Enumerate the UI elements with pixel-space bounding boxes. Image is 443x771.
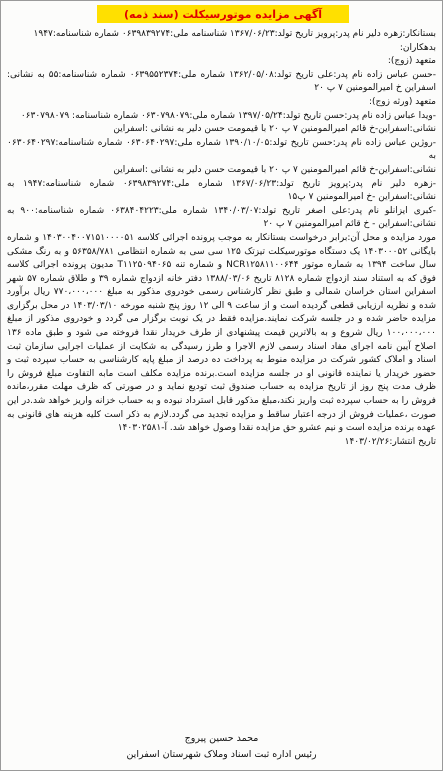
debtor-entry: -ویدا عباس زاده نام پدر:حسن تاریخ تولد:۱۳۹۷/۰۵/۲۴ شماره ملی:۰۶۳۰۷۹۸۰۷۹ شماره شناسنامه: ۰۶۳۰۷۹۸۰۷۹	[20, 110, 436, 121]
signatory-name: محمد حسین پیروج	[184, 733, 259, 744]
address-line: نشانی:اسفراین-خ قائم امیرالمومنین ۷ پ ۲۰ با قیمومت حسن دلیر به نشانی :اسفراین	[113, 164, 436, 175]
creditor-line: بستانکار:زهره دلیر نام پدر:پرویز تاریخ تولد:۱۳۶۷/۰۶/۲۳ شناسنامه ملی:۰۶۳۹۸۳۹۲۷۴ شماره شناسنامه:۱۹۴۷	[33, 29, 436, 39]
debtor-entry: -کبری ایزانلو نام پدر:علی اصغر تاریخ تولد:۱۳۴۰/۰۳/۰۷ شماره ملی:۰۶۳۸۴۰۴۲۲۳ شماره شناسنامه:۹۰۰ به نشانی:اسفراین - خ قائم امیرالمومنین ۷ پ ۲۰	[7, 205, 436, 230]
address-line: نشانی:اسفراین-خ قائم امیرالمومنین ۷ پ ۲۰ با قیمومت حسن دلیر به نشانی :اسفراین	[113, 124, 436, 135]
debtor-entry: -روژین عباس زاده نام پدر:حسن تاریخ تولد:۱۳۹۰/۱۰/۰۵ شماره ملی:۰۶۳۰۶۴۰۲۹۷ شماره شناسنامه:۰۶۳۰۶۴۰۲۹۷ به	[7, 137, 436, 162]
publication-date: تاریخ انتشار:۱۴۰۳/۰۲/۲۶	[344, 436, 436, 447]
obligor-heirs-heading: متعهد (ورثه زوج):	[368, 96, 436, 107]
notice-title-bar	[97, 5, 349, 23]
debtor-entry: -زهره دلیر نام پدر:پرویز تاریخ تولد:۱۳۶۷/۰۶/۲۳ شماره ملی:۰۶۳۹۸۳۹۲۷۴ شماره شناسنامه:۱۹۴۷ به نشانی:اسفراین -خ امیرالمومنین ۷ پ۱۵	[7, 178, 436, 203]
signature-block	[7, 731, 436, 763]
obligor-husband-heading: متعهد (زوج):	[387, 56, 436, 67]
debtors-heading: بدهکاران:	[399, 42, 436, 53]
debtor-entry: -حسن عباس زاده نام پدر:علی تاریخ تولد:۱۳۶۲/۰۵/۰۸ شماره ملی:۰۶۳۹۵۵۲۳۷۴ شماره شناسنامه:۵۵ به نشانی: اسفراین خ امیرالمومنین ۷ پ ۲۰	[7, 69, 436, 94]
auction-details: مورد مزایده و محل آن:برابر درخواست بستانکار به موجب پرونده اجرائی کلاسه ۱۴۰۳۰۰۴۰۰۷۱۵۱۰۰۰۰۵۱ و شماره بایگانی ۱۴۰۳۰۰۰۵۲ یک دستگاه موتورسیکلت تیزتک ۱۲۵ سی سی به شماره انتظامی ۵۶۳۵۸/۷۸۱ و به رنگ مشکی سال ساخت ۱۳۹۴ به شماره موتور NCR۱۲۵۸۱۱۰۰۶۴۴ و شماره تنه T۱۱۲۵۰۹۴۰۶۵ مدیون پرونده اجرائی کلاسه فوق که به استناد سند ازدواج شماره ۸۱۲۸ تاریخ ۱۳۸۸/۰۳/۰۶ دفتر خانه ازدواج شماره ۳۹ و طلاق شماره ۵۷ شهر اسفراین استان خراسان شمالی و طبق نظر کارشناس رسمی خودروی مذکور به مبلغ ۷۷۰،۰۰۰،۰۰۰ ریال برآورد شده و نظریه ارزیابی قطعی گردیده است و از ساعت ۹ الی ۱۲ روز پنج شنبه مورخه ۱۴۰۳/۰۳/۱۰ در محل برگزاری مزایده حاضر شده و در جلسه شرکت نمایند.مزایده فقط در یک نوبت برگزار می گردد و خودروی مذکور از مبلغ ۱۰۰،۰۰۰،۰۰۰ ریال شروع و به بالاترین قیمت پیشنهادی از طرف خریدار نقدا فروخته می شود و طبق ماده ۱۳۶ اصلاح آیین نامه اجرای مفاد اسناد رسمی لازم الاجرا و طرز رسیدگی به شکایت از عملیات اجرایی سازمان ثبت اسناد و املاک کشور شرکت در مزایده منوط به پرداخت ده درصد از مبلغ پایه کارشناسی به حساب سپرده ثبت و حضور خریدار یا نماینده قانونی او در جلسه مزایده است.برنده مزایده مکلف است مابه التفاوت مبلغ فروش را ظرف مدت پنج روز از تاریخ مزایده به حساب صندوق ثبت تودیع نماید و در صورتی که ظرف مهلت مقرر،مانده فروش را به حساب سپرده ثبت واریز نکند،مبلغ مذکور قابل استرداد نبوده و به حساب خزانه واریز خواهد شد.در این صورت ،عملیات فروش از درجه اعتبار ساقط و مزایده تجدید می گردد.لازم به ذکر است کلیه هزینه های قانونی به عهده برنده مزایده است و نیم عشرو حق مزایده نقدا وصول خواهد شد. آ-۱۴۰۳۰۲۵۸۱	[7, 232, 437, 434]
notice-body	[7, 28, 436, 449]
signatory-position: رئیس اداره ثبت اسناد وملاک شهرستان اسفراین	[126, 749, 317, 760]
notice-title: آگهی مزایده موتورسیکلت (سند ذمه)	[123, 7, 323, 21]
